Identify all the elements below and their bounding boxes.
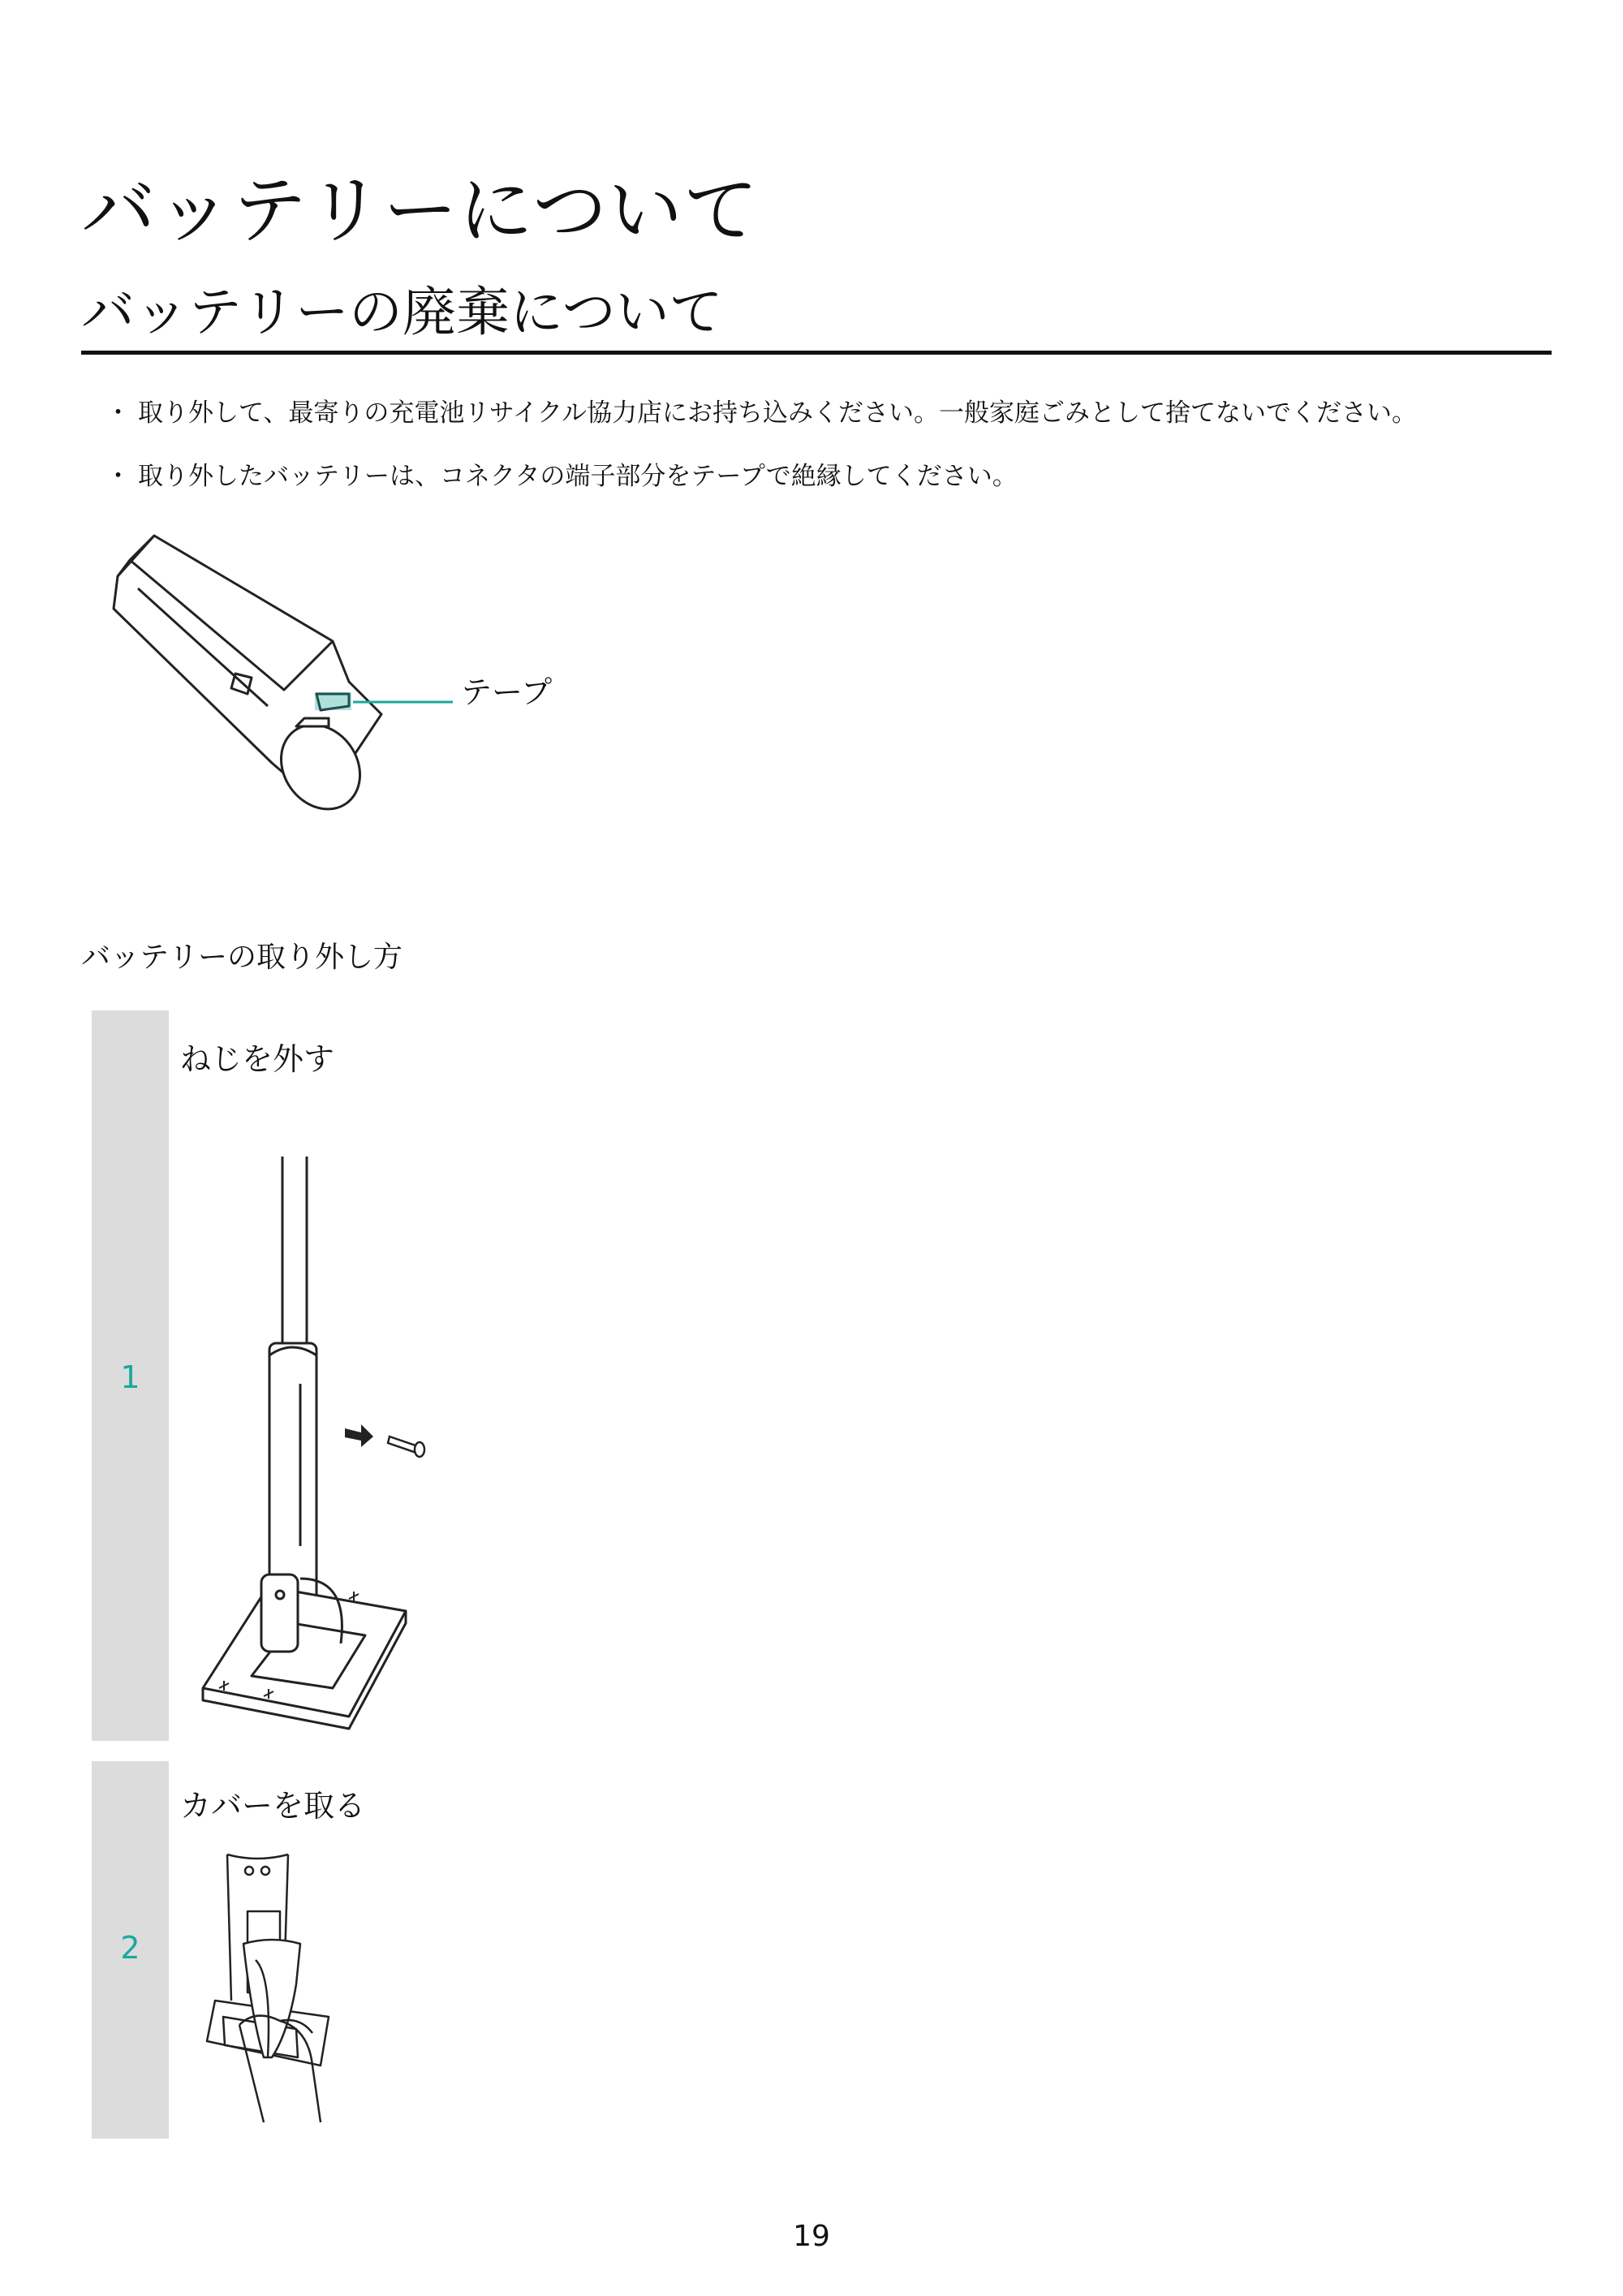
bullet-text: 取り外したバッテリーは、コネクタの端子部分をテープで絶縁してください。 bbox=[138, 462, 1018, 491]
page-number: 19 bbox=[793, 2220, 830, 2253]
step-2-title: カバーを取る bbox=[180, 1788, 366, 1824]
step-1-number: 1 bbox=[120, 1359, 140, 1395]
bullet-text: 取り外して、最寄りの充電池リサイクル協力店にお持ち込みください。一般家庭ごみとして捨てないでください。 bbox=[138, 398, 1418, 428]
section-title: バッテリーの廃棄について bbox=[81, 281, 723, 343]
tape-label: テープ bbox=[461, 674, 553, 710]
bullet-symbol: ・ bbox=[105, 462, 131, 491]
remove-cover-illustration bbox=[191, 1854, 353, 2122]
removal-heading: バッテリーの取り外し方 bbox=[81, 941, 403, 974]
bullet-item bbox=[105, 395, 1417, 431]
vacuum-screw-illustration bbox=[187, 1157, 430, 1725]
bullet-symbol: ・ bbox=[105, 398, 131, 428]
battery-illustration bbox=[105, 519, 463, 828]
step-2-number: 2 bbox=[120, 1930, 140, 1966]
step-1-title: ねじを外す bbox=[180, 1041, 335, 1077]
page-title: バッテリーについて bbox=[81, 167, 760, 254]
bullet-item bbox=[105, 459, 1018, 494]
section-divider bbox=[81, 351, 1552, 355]
